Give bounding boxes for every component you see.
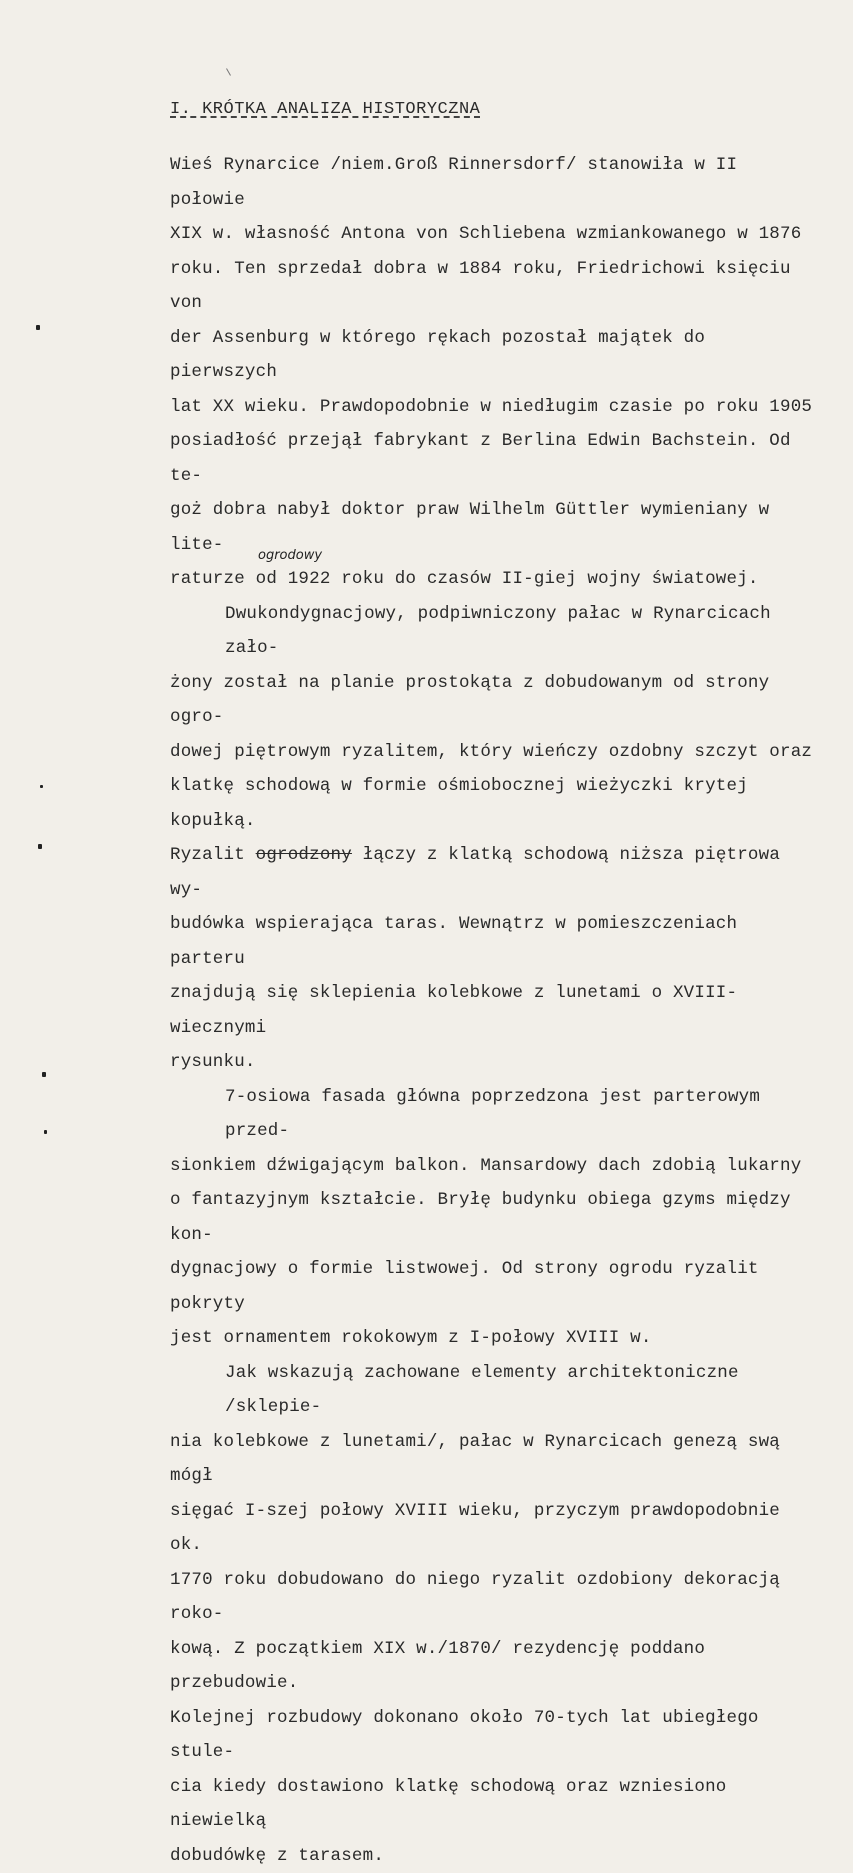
line: Kolejnej rozbudowy dokonano około 70-tych lat ubiegłego stule- xyxy=(170,1701,820,1770)
binder-hole-mark xyxy=(38,844,42,849)
section-heading: I. KRÓTKA ANALIZA HISTORYCZNA xyxy=(170,100,480,119)
line: jest ornamentem rokokowym z I-połowy XVIII w. xyxy=(170,1321,820,1356)
line: budówka wspierająca taras. Wewnątrz w pomieszczeniach parteru xyxy=(170,907,820,976)
line: sięgać I-szej połowy XVIII wieku, przyczym prawdopodobnie ok. xyxy=(170,1494,820,1563)
line: znajdują się sklepienia kolebkowe z lunetami o XVIII-wiecznymi xyxy=(170,976,820,1045)
line: cia kiedy dostawiono klatkę schodową oraz wzniesiono niewielką xyxy=(170,1770,820,1839)
line: dobudówkę z tarasem. xyxy=(170,1839,820,1873)
handwritten-correction: ogrodowy xyxy=(258,548,322,563)
line xyxy=(170,838,820,907)
binder-hole-mark xyxy=(44,1130,47,1134)
margin-mark xyxy=(226,68,231,75)
line: Wieś Rynarcice /niem.Groß Rinnersdorf/ stanowiła w II połowie xyxy=(170,148,820,217)
line-rest: łączy z klatką schodową niższa piętrowa wy- xyxy=(170,845,780,900)
line: der Assenburg w którego rękach pozostał majątek do pierwszych xyxy=(170,321,820,390)
line: Dwukondygnacjowy, podpiwniczony pałac w Rynarcicach zało- xyxy=(170,597,820,666)
binder-hole-mark xyxy=(42,1072,46,1077)
line: rysunku. xyxy=(170,1045,820,1080)
line: dowej piętrowym ryzalitem, który wieńczy ozdobny szczyt oraz xyxy=(170,735,820,770)
line: 7-osiowa fasada główna poprzedzona jest parterowym przed- xyxy=(170,1080,820,1149)
body-text xyxy=(170,148,820,1873)
line: roku. Ten sprzedał dobra w 1884 roku, Friedrichowi księciu von xyxy=(170,252,820,321)
line: raturze od 1922 roku do czasów II-giej wojny światowej. xyxy=(170,562,820,597)
line: klatkę schodową w formie ośmiobocznej wieżyczki krytej kopułką. xyxy=(170,769,820,838)
line: XIX w. własność Antona von Schliebena wzmiankowanego w 1876 xyxy=(170,217,820,252)
line: kową. Z początkiem XIX w./1870/ rezydencję poddano przebudowie. xyxy=(170,1632,820,1701)
line: dygnacjowy o formie listwowej. Od strony ogrodu ryzalit pokryty xyxy=(170,1252,820,1321)
line: 1770 roku dobudowano do niego ryzalit ozdobiony dekoracją roko- xyxy=(170,1563,820,1632)
line: o fantazyjnym kształcie. Bryłę budynku obiega gzyms między kon- xyxy=(170,1183,820,1252)
line: nia kolebkowe z lunetami/, pałac w Rynarcicach genezą swą mógł xyxy=(170,1425,820,1494)
line: Jak wskazują zachowane elementy architektoniczne /sklepie- xyxy=(170,1356,820,1425)
struck-word: ogrodzony xyxy=(256,845,352,865)
binder-hole-mark xyxy=(36,325,40,330)
line: żony został na planie prostokąta z dobudowanym od strony ogro- xyxy=(170,666,820,735)
binder-hole-mark xyxy=(40,785,43,788)
line: goż dobra nabył doktor praw Wilhelm Güttler wymieniany w lite- xyxy=(170,493,820,562)
line: lat XX wieku. Prawdopodobnie w niedługim czasie po roku 1905 xyxy=(170,390,820,425)
word-ryzalit: Ryzalit xyxy=(170,845,245,865)
line: posiadłość przejął fabrykant z Berlina Edwin Bachstein. Od te- xyxy=(170,424,820,493)
line: sionkiem dźwigającym balkon. Mansardowy dach zdobią lukarny xyxy=(170,1149,820,1184)
